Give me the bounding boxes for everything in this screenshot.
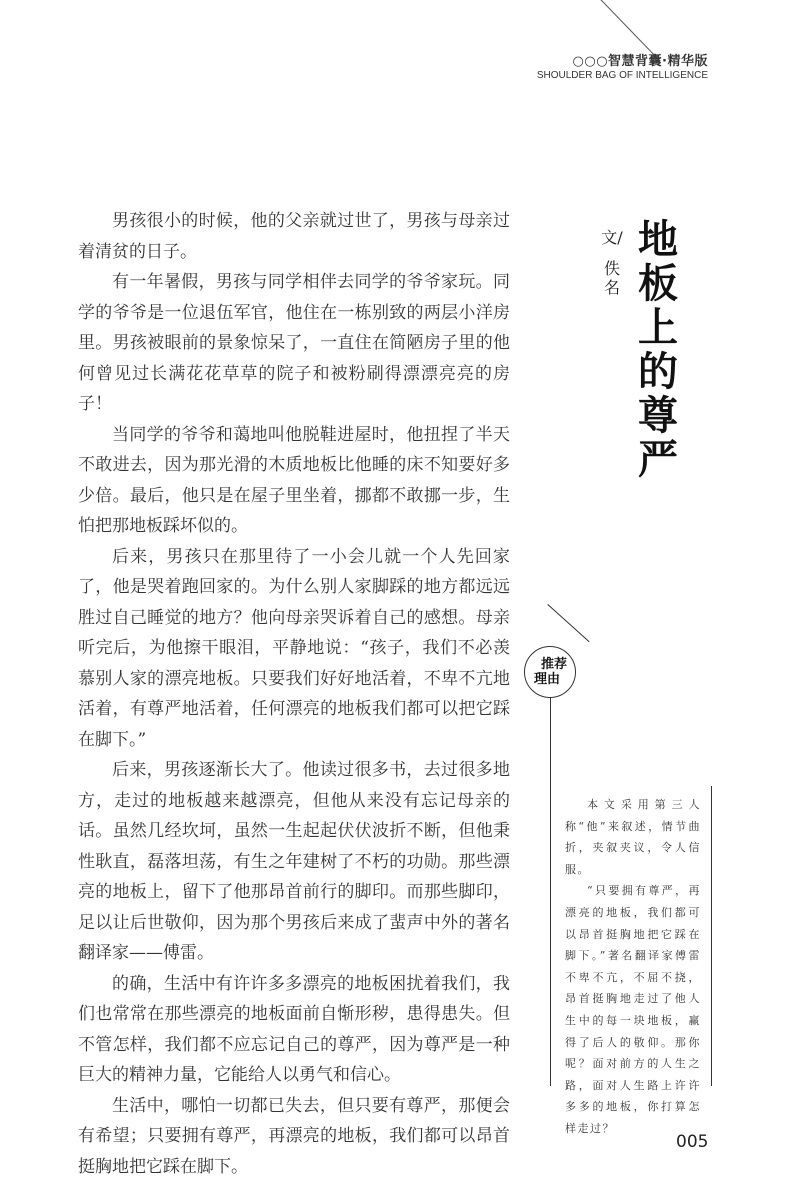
badge-connector-line [547, 604, 589, 642]
badge-line-1: 推荐 [541, 657, 567, 672]
recommendation-box [550, 786, 712, 1086]
header-subtitle: SHOULDER BAG OF INTELLIGENCE [537, 70, 708, 81]
author-prefix: 文/ [600, 228, 624, 247]
header-title: ○○○智慧背囊·精华版 [573, 50, 708, 69]
badge-line-2: 理由 [534, 672, 560, 687]
paragraph: 后来，男孩只在那里待了一小会儿就一个人先回家了，他是哭着跑回家的。为什么别人家脚踩的地方都远远胜过自己睡觉的地方？他向母亲哭诉着自己的感想。母亲听完后，为他擦干眼泪，平静地说：“孩子，我们不必羡慕别人家的漂亮地板。只要我们好好地活着，不卑不亢地活着，有尊严地活着，任何漂亮的地板我们都可以把它踩在脚下。” [78, 542, 510, 756]
paragraph: 后来，男孩逐渐长大了。他读过很多书，去过很多地方，走过的地板越来越漂亮，但他从来没有忘记母亲的话。虽然几经坎坷，虽然一生起起伏伏波折不断，但他秉性耿直，磊落坦荡，有生之年建树了不朽的功勋。那些漂亮的地板上，留下了他那昂首前行的脚印。而那些脚印，足以让后世敬仰，因为那个男孩后来成了蜚声中外的著名翻译家——傅雷。 [78, 755, 510, 969]
paragraph: 有一年暑假，男孩与同学相伴去同学的爷爷家玩。同学的爷爷是一位退伍军官，他住在一栋别致的两层小洋房里。男孩被眼前的景象惊呆了，一直住在简陋房子里的他何曾见过长满花花草草的院子和被粉刷得漂漂亮亮的房子！ [78, 267, 510, 420]
paragraph: 生活中，哪怕一切都已失去，但只要有尊严，那便会有希望；只要拥有尊严，再漂亮的地板，我们都可以昂首挺胸地把它踩在脚下。 [78, 1091, 510, 1182]
paragraph: 男孩很小的时候，他的父亲就过世了，男孩与母亲过着清贫的日子。 [78, 206, 510, 267]
article-body [78, 206, 510, 1182]
paragraph: 的确，生活中有许许多多漂亮的地板困扰着我们，我们也常常在那些漂亮的地板面前自惭形秽，患得患失。但不管怎样，我们都不应忘记自己的尊严，因为尊严是一种巨大的精神力量，它能给人以勇气和信心。 [78, 969, 510, 1091]
article-title: 地板上的尊严 [634, 218, 682, 482]
article-author [600, 228, 624, 297]
recommendation-paragraph: “只要拥有尊严，再漂亮的地板，我们都可以昂首挺胸地把它踩在脚下。”著名翻译家傅雷不卑不亢，不屈不挠，昂首挺胸地走过了他人生中的每一块地板，赢得了后人的敬仰。那你呢？面对前方的人生之路，面对人生路上许许多多的地板，你打算怎样走过？ [565, 880, 701, 1139]
page-number: 005 [676, 1132, 708, 1152]
recommendation-paragraph: 本文采用第三人称“他”来叙述，情节曲折，夹叙夹议，令人信服。 [565, 794, 701, 880]
paragraph: 当同学的爷爷和蔼地叫他脱鞋进屋时，他扭捏了半天不敢进去，因为那光滑的木质地板比他睡的床不知要好多少倍。最后，他只是在屋子里坐着，挪都不敢挪一步，生怕把那地板踩坏似的。 [78, 420, 510, 542]
author-name: 佚名 [600, 259, 624, 297]
recommendation-badge [524, 646, 576, 698]
